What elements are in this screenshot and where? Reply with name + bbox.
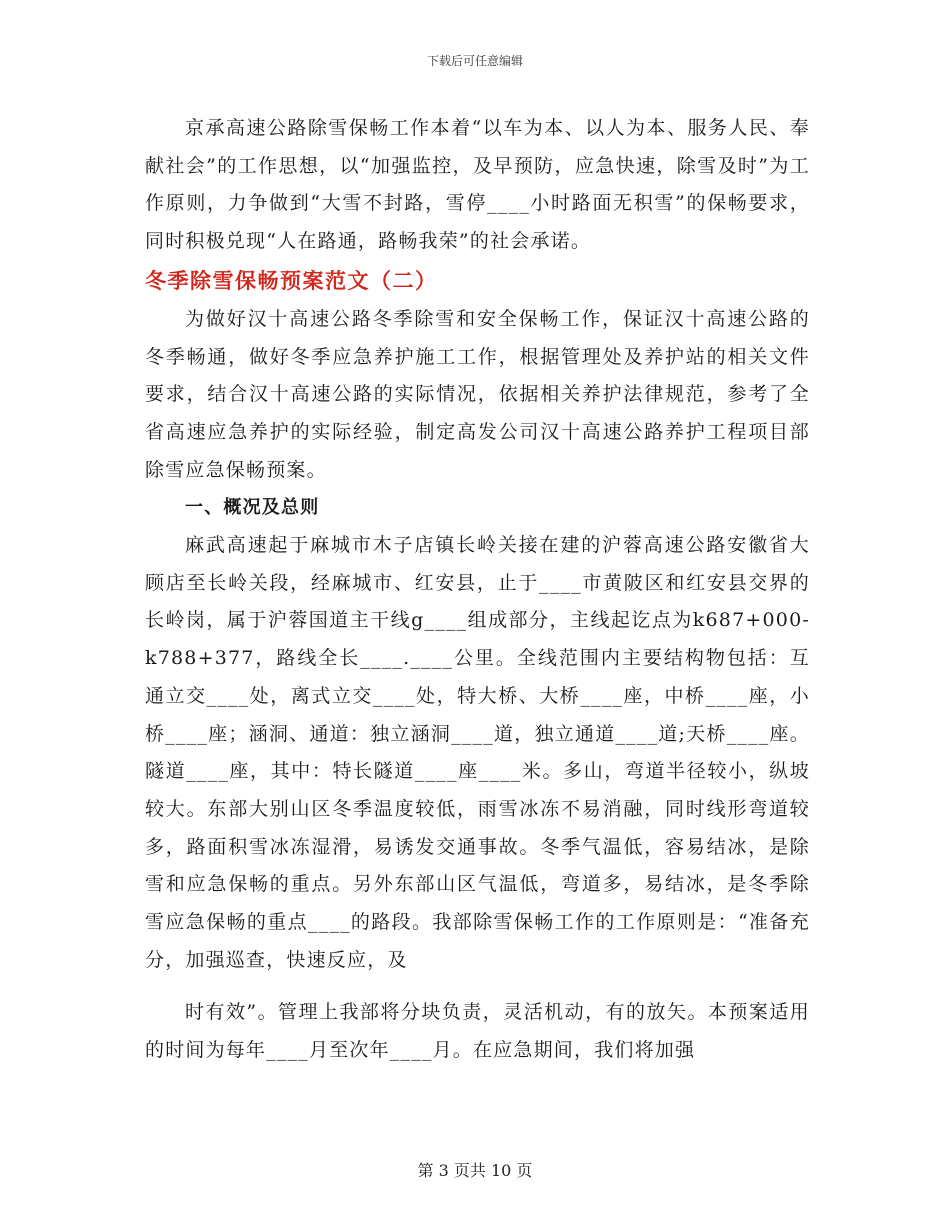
paragraph-purpose: 为做好汉十高速公路冬季除雪和安全保畅工作，保证汉十高速公路的冬季畅通，做好冬季应急养护施工工作，根据管理处及养护站的相关文件要求，结合汉十高速公路的实际情况，依据相关养护法律规范，参考了全省高速应急养护的实际经验，制定高发公司汉十高速公路养护工程项目部除雪应急保畅预案。 bbox=[145, 307, 810, 481]
document-body bbox=[145, 110, 810, 1070]
section-heading-overview: 一、概况及总则 bbox=[185, 497, 320, 519]
page-footer: 第 3 页共 10 页 bbox=[417, 1161, 533, 1180]
paragraph-overview: 麻武高速起于麻城市木子店镇长岭关接在建的沪蓉高速公路安徽省大顾店至长岭关段，经麻城市、红安县，止于____市黄陂区和红安县交界的长岭岗，属于沪蓉国道主干线g____组成部分，主线起讫点为k687+000-k788+377，路线全长____.____公里。全线范围内主要结构物包括：互通立交____处，离式立交____处，特大桥、大桥____座，中桥____座，小桥____座；涵洞、通道：独立涵洞____道，独立通道____道;天桥____座。隧道____座，其中：特长隧道____座____米。多山，弯道半径较小，纵坡较大。东部大别山区冬季温度较低，雨雪冰冻不易消融，同时线形弯道较多，路面积雪冰冻湿滑，易诱发交通事故。冬季气温低，容易结冰，是除雪和应急保畅的重点。另外东部山区气温低，弯道多，易结冰，是冬季除雪应急保畅的重点____的路段。我部除雪保畅工作的工作原则是：“准备充分，加强巡查，快速反应，及 bbox=[145, 534, 810, 971]
page-header: 下载后可任意编辑 bbox=[426, 54, 523, 68]
paragraph-intro: 京承高速公路除雪保畅工作本着“以车为本、以人为本、服务人民、奉献社会”的工作思想，以“加强监控，及早预防，应急快速，除雪及时”为工作原则，力争做到“大雪不封路，雪停____小时路面无积雪”的保畅要求，同时积极兑现“人在路通，路畅我荣”的社会承诺。 bbox=[145, 117, 810, 253]
paragraph-continuation: 时有效”。管理上我部将分块负责，灵活机动，有的放矢。本预案适用的时间为每年____月至次年____月。在应急期间，我们将加强 bbox=[145, 1001, 810, 1062]
section-title: 冬季除雪保畅预案范文（二） bbox=[145, 267, 438, 293]
paragraph-gap bbox=[145, 979, 810, 994]
